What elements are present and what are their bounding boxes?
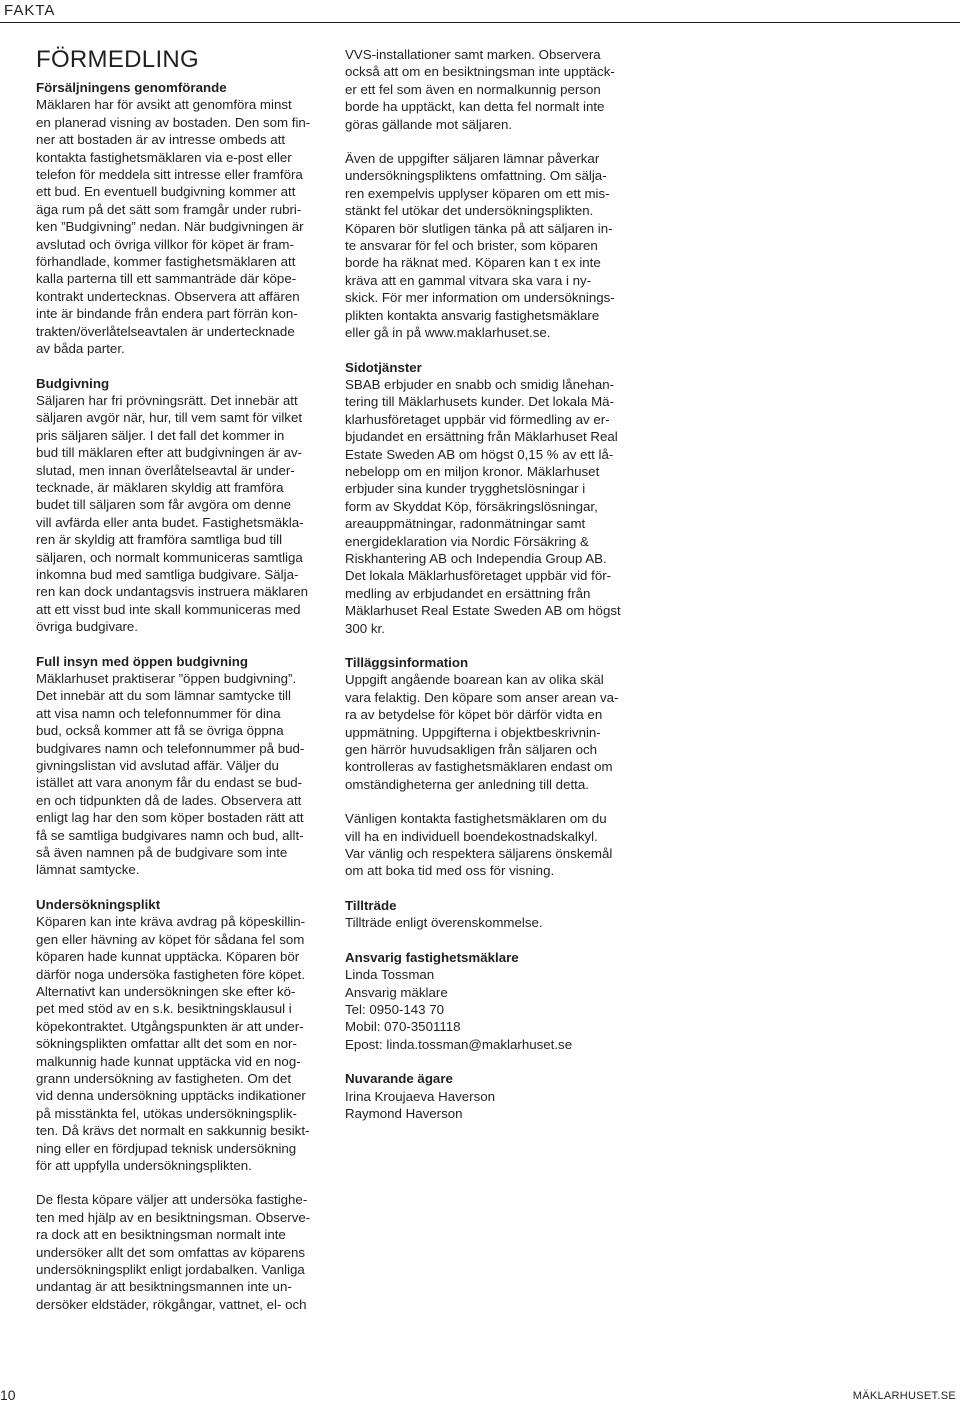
text-line: kräva att en gammal vitvara ska vara i ny- (345, 272, 592, 288)
section-body (36, 1191, 334, 1313)
section-body (345, 46, 643, 133)
paragraph-block (345, 46, 643, 133)
text-line: stänkt fel utökar det undersökningsplikten. (345, 203, 594, 219)
text-line: på misstänkta fel, utökas undersökningsplik- (36, 1105, 297, 1121)
text-line: undantag är att besiktningsmannen inte un- (36, 1279, 292, 1295)
section-header-bar (0, 0, 960, 23)
text-line: Riskhantering AB och Independia Group AB. (345, 550, 607, 566)
text-line: vill ha en individuell boendekostnadskalkyl. (345, 828, 598, 844)
text-line: Tel: 0950-143 70 (345, 1001, 445, 1017)
text-line: Vänligen kontakta fastighetsmäklaren om du (345, 811, 607, 827)
section-body (36, 96, 334, 357)
section-heading: Försäljningens genomförande (36, 80, 227, 95)
text-line: trakten/överlåtelseavtalen är undertecknade (36, 323, 295, 339)
section-gap (345, 932, 643, 949)
text-line: telefon för meddela sitt intresse eller framföra (36, 167, 303, 183)
text-line: omständigheterna ger anledning till detta. (345, 776, 589, 792)
text-line: undersökningsplikt enligt jordabalken. Vanliga (36, 1262, 305, 1277)
section-body (345, 376, 643, 637)
text-line: uppmätning. Uppgifterna i objektbeskrivnin- (345, 724, 601, 740)
page-title: FÖRMEDLING (36, 46, 200, 73)
section-gap (36, 358, 334, 375)
text-line: vara felaktig. Den köpare som anser arean va- (345, 689, 619, 705)
text-line: bud till mäklaren efter att budgivningen är av- (36, 445, 303, 461)
section-tillaggsinformation (345, 654, 643, 793)
text-line: lämnat samtycke. (36, 862, 140, 878)
section-body (345, 1088, 643, 1123)
text-line: att ett visst bud inte skall kommuniceras med (36, 601, 301, 617)
section-forsaljningens-genomforande (36, 79, 334, 358)
section-body (345, 914, 643, 931)
text-line: Det lokala Mäklarhusföretaget uppbär vid för- (345, 568, 612, 584)
text-line: Mäklarhuset praktiserar ”öppen budgivning”. (36, 671, 297, 686)
text-line: pris säljaren säljer. I det fall det kommer in (36, 427, 285, 443)
text-line: ren exempelvis upplyser köparen om ett mis- (345, 185, 610, 201)
text-line: ten med hjälp av en besiktningsman. Observe- (36, 1209, 311, 1225)
text-line: enligt lag har den som köper bostaden rätt att (36, 810, 304, 826)
text-line: vill avfärda eller anta budet. Fastighetsmäkla- (36, 514, 304, 530)
text-line: Mobil: 070-3501118 (345, 1019, 461, 1035)
text-line: så även namnen på de budgivare som inte (36, 845, 288, 861)
text-line: kontakta fastighetsmäklaren via e-post eller (36, 149, 292, 165)
text-line: en och tidpunkten då de lades. Observera att (36, 792, 302, 808)
text-line: köpekontraktet. Utgångspunkten är att under- (36, 1018, 304, 1034)
page-number: 10 (0, 1387, 16, 1403)
text-line: borde ha räknat med. Köparen kan t ex inte (345, 255, 601, 271)
section-heading: Tilläggsinformation (345, 655, 469, 670)
text-line: Raymond Haverson (345, 1105, 463, 1121)
text-line: ren kan dock undantagsvis instruera mäklaren (36, 584, 308, 600)
text-line: förhandlade, kommer fastighetsmäklaren att (36, 254, 296, 270)
text-line: ner att bostaden är av intresse ombeds att (36, 132, 286, 148)
section-gap (345, 1053, 643, 1070)
section-full-insyn-med-oppen-budgivning (36, 653, 334, 879)
text-line: 300 kr. (345, 620, 385, 636)
text-line: sökningsplikten omfattar allt det som en nor- (36, 1036, 297, 1052)
section-gap (345, 880, 643, 897)
text-line: er ett fel som även en normalkunnig person (345, 81, 601, 97)
text-line: inkomna bud med samtliga budgivare. Sälja- (36, 566, 299, 582)
text-line: grann undersökning av fastigheten. Om det (36, 1070, 292, 1086)
text-line: Mäklaren har för avsikt att genomföra minst (36, 97, 292, 113)
section-ansvarig-fastighetsmaklare (345, 949, 643, 1053)
text-line: därför noga undersöka fastigheten före köpet. (36, 966, 306, 982)
right-column (345, 46, 643, 1122)
text-line: undersöker allt det som omfattas av köparens (36, 1244, 306, 1260)
text-line: för att uppfylla undersökningsplikten. (36, 1157, 252, 1173)
text-line: bjudandet en ersättning från Mäklarhuset Real (345, 429, 618, 445)
text-line: övriga budgivare. (36, 619, 139, 635)
section-heading: Budgivning (36, 375, 110, 391)
text-line: också att om en besiktningsman inte upptäck- (345, 64, 615, 80)
text-line: medling av erbjudandet en ersättning från (345, 585, 591, 601)
text-line: pet med stöd av en s.k. besiktningsklausul i (36, 1001, 292, 1017)
text-line: av båda parter. (36, 341, 125, 357)
text-line: skick. För mer information om undersöknings- (345, 290, 615, 306)
text-line: få se samtliga budgivares namn och bud, allt- (36, 827, 304, 843)
section-heading: Nuvarande ägare (345, 1071, 453, 1087)
section-gap (345, 133, 643, 150)
text-line: plikten kontakta ansvarig fastighetsmäklare (345, 307, 600, 323)
text-line: vid denna undersökning upptäcks indikationer (36, 1088, 306, 1104)
text-line: erbjuder sina kunder trygghetslösningar i (345, 481, 586, 497)
text-line: ra av betydelse för köpet bör därför vidta en (345, 707, 603, 723)
section-heading: Ansvarig fastighetsmäklare (345, 949, 519, 965)
text-line: Uppgift angående boarean kan av olika skäl (345, 672, 604, 688)
text-line: Köparen kan inte kräva avdrag på köpeskillin- (36, 914, 306, 930)
text-line: säljaren, och normalt kommuniceras samtliga (36, 549, 303, 565)
text-line: slutad, men innan överlåtelseavtal är under- (36, 462, 295, 478)
text-line: Alternativt kan undersökningen ske efter kö- (36, 983, 296, 999)
text-line: budet till säljaren som får avgöra om denne (36, 497, 291, 513)
text-line: Var vänlig och respektera säljarens önskemål (345, 846, 613, 862)
text-line: tecknade, är mäklaren skyldig att framföra (36, 479, 284, 495)
section-tag: FAKTA (4, 2, 56, 19)
text-line: Linda Tossman (345, 967, 435, 983)
text-line: bud, också kommer att få se övriga öppna (36, 723, 284, 739)
text-line: budgivares namn och telefonnummer på bud- (36, 740, 305, 756)
section-gap (36, 1174, 334, 1191)
section-nuvarande-agare (345, 1070, 643, 1122)
text-line: gen härrör huvudsakligen från säljaren och (345, 742, 598, 758)
text-line: SBAB erbjuder en snabb och smidig lånehan- (345, 376, 615, 392)
text-line: att visa namn och telefonnummer för dina (36, 705, 281, 721)
section-heading: Sidotjänster (345, 359, 422, 375)
section-body (36, 670, 334, 879)
text-line: ten. Då krävs det normalt en sakkunnig besikt- (36, 1123, 310, 1139)
text-line: om att boka tid med oss för visning. (345, 863, 555, 879)
section-gap (345, 793, 643, 810)
section-budgivning (36, 375, 334, 636)
text-line: Ansvarig mäklare (345, 984, 448, 1000)
text-line: te ansvarar för fel och brister, som köparen (345, 238, 598, 254)
text-line: ett bud. En eventuell budgivning kommer att (36, 184, 296, 200)
text-line: ra dock att en besiktningsman normalt inte (36, 1227, 286, 1243)
text-line: ning eller en fördjupad teknisk undersökning (36, 1140, 297, 1156)
text-line: malkunnig hade kunnat upptäcka vid en nog- (36, 1053, 301, 1069)
text-line: De flesta köpare väljer att undersöka fastighe- (36, 1192, 308, 1208)
text-line: inte är bindande från endera part förrän kon- (36, 306, 298, 322)
text-line: klarhusföretaget uppbär vid förmedling av er- (345, 411, 610, 427)
text-line: istället att vara anonym får du endast se bud- (36, 775, 303, 791)
text-line: ken ”Budgivning” nedan. När budgivningen är (36, 219, 304, 235)
text-line: kalla parterna till ett sammanträde där köpe- (36, 271, 297, 287)
paragraph-block (36, 1191, 334, 1313)
section-body (36, 913, 334, 1174)
footer-site-name: MÄKLARHUSET.SE (852, 1390, 956, 1402)
section-tilltrade (345, 897, 643, 932)
text-line: areauppmätningar, radonmätningar samt (345, 516, 586, 532)
text-line: borde ha upptäckt, kan detta fel normalt inte (345, 99, 605, 115)
text-line: Epost: linda.tossman@maklarhuset.se (345, 1036, 573, 1052)
text-line: eller gå in på www.maklarhuset.se. (345, 325, 551, 341)
text-line: Även de uppgifter säljaren lämnar påverkar (345, 151, 600, 167)
text-line: tering till Mäklarhusets kunder. Det lokala Mä- (345, 394, 615, 410)
section-gap (36, 879, 334, 896)
section-gap (36, 636, 334, 653)
section-body (345, 671, 643, 793)
text-line: köparen hade kunnat upptäcka. Köparen bör (36, 949, 300, 965)
text-line: givningslistan vid avslutad affär. Väljer du (36, 758, 279, 774)
text-line: Köparen bör slutligen tänka på att säljaren in- (345, 220, 613, 236)
section-body (345, 966, 643, 1053)
text-line: kontrakt undertecknas. Observera att affären (36, 288, 300, 304)
text-line: nebelopp om en miljon kronor. Mäklarhuset (345, 463, 600, 479)
text-line: göras gällande mot säljaren. (345, 116, 513, 132)
text-line: energideklaration via Nordic Försäkring & (345, 533, 589, 549)
text-line: Tillträde enligt överenskommelse. (345, 915, 543, 931)
left-column (36, 46, 334, 1313)
text-line: undersökningspliktens omfattning. Om sälja- (345, 168, 607, 184)
section-heading: Full insyn med öppen budgivning (36, 653, 249, 669)
section-gap (345, 637, 643, 654)
section-body (36, 392, 334, 636)
section-heading: Undersökningsplikt (36, 896, 161, 912)
text-line: form av Skyddat Köp, försäkringslösningar, (345, 498, 598, 514)
section-body (345, 150, 643, 341)
section-sidotjanster (345, 359, 643, 638)
section-heading: Tillträde (345, 897, 397, 913)
section-undersokningsplikt (36, 896, 334, 1175)
text-line: VVS-installationer samt marken. Observera (345, 47, 601, 62)
text-line: dersöker eldstäder, rökgångar, vattnet, el- och (36, 1296, 307, 1312)
text-line: ren är skyldig att framföra samtliga bud till (36, 532, 283, 548)
text-line: äga rum på det sätt som framgår under rubri- (36, 201, 302, 217)
text-line: Mäklarhuset Real Estate Sweden AB om högst (345, 603, 621, 619)
text-line: avslutad och övriga villkor för köpet är fram- (36, 236, 294, 252)
text-line: Estate Sweden AB om högst 0,15 % av ett lå- (345, 446, 614, 462)
text-line: Säljaren har fri prövningsrätt. Det innebär att (36, 392, 298, 408)
text-line: säljaren avgör när, hur, till vem samt för vilket (36, 410, 303, 426)
text-line: en planerad visning av bostaden. Den som fin- (36, 114, 311, 130)
section-body (345, 810, 643, 880)
text-line: Det innebär att du som lämnar samtycke till (36, 688, 291, 704)
text-line: Irina Kroujaeva Haverson (345, 1088, 496, 1104)
text-line: kontrolleras av fastighetsmäklaren endast om (345, 759, 613, 775)
paragraph-block (345, 150, 643, 341)
paragraph-block (345, 810, 643, 880)
section-gap (345, 342, 643, 359)
text-line: gen eller hävning av köpet för sådana fel som (36, 931, 305, 947)
